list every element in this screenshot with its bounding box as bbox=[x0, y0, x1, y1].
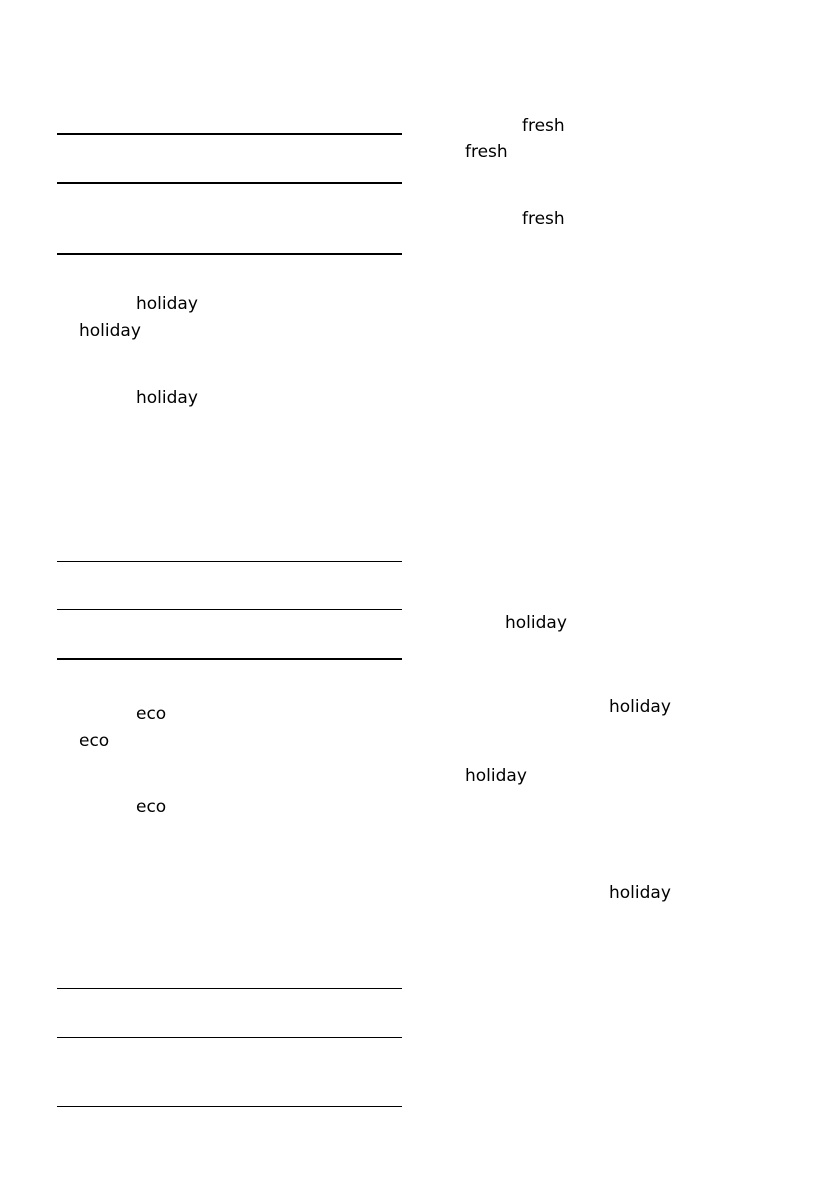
table-rule bbox=[57, 1037, 402, 1038]
eco-word: eco bbox=[136, 704, 167, 724]
holiday-word: holiday bbox=[609, 697, 671, 717]
holiday-word: holiday bbox=[136, 294, 198, 314]
fresh-word: fresh bbox=[522, 209, 565, 229]
eco-word: eco bbox=[79, 731, 110, 751]
table-rule bbox=[57, 658, 402, 660]
holiday-word: holiday bbox=[505, 613, 567, 633]
table-rule bbox=[57, 561, 402, 562]
table-rule bbox=[57, 609, 402, 610]
fresh-word: fresh bbox=[522, 116, 565, 136]
holiday-word: holiday bbox=[465, 766, 527, 786]
table-rule bbox=[57, 182, 402, 184]
table-rule bbox=[57, 988, 402, 989]
eco-word: eco bbox=[136, 797, 167, 817]
holiday-word: holiday bbox=[609, 883, 671, 903]
holiday-word: holiday bbox=[136, 388, 198, 408]
fresh-word: fresh bbox=[465, 142, 508, 162]
table-rule bbox=[57, 1106, 402, 1107]
table-rule bbox=[57, 133, 402, 135]
table-rule bbox=[57, 253, 402, 255]
holiday-word: holiday bbox=[79, 321, 141, 341]
